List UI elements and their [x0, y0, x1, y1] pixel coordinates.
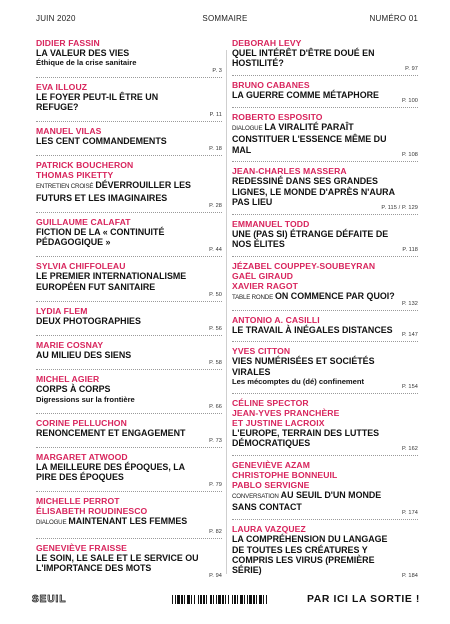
toc-entry — [36, 448, 222, 493]
entry-author: CORINE PELLUCHON — [36, 417, 127, 428]
entry-title-text: LE PREMIER INTERNATIONALISME EUROPÉEN FUT SANITAIRE — [36, 271, 187, 292]
entry-title-text: MAINTENANT LES FEMMES — [68, 516, 188, 527]
entry-title-text: ON COMMENCE PAR QUOI? — [275, 290, 395, 301]
entry-author: JEAN-CHARLES MASSERA — [232, 166, 347, 177]
toc-entry — [36, 257, 222, 302]
entry-title-text: UNE (PAS SI) ÉTRANGE DÉFAITE DE NOS ÉLITES — [232, 228, 389, 250]
publisher-logo: SEUIL — [32, 594, 67, 605]
entry-title — [232, 534, 418, 576]
entry-page-number: P. 154 — [401, 383, 418, 390]
entry-author: SYLVIA CHIFFOLEAU — [36, 261, 126, 272]
entry-title — [232, 291, 418, 303]
entry-author: MARGARET ATWOOD — [36, 451, 128, 462]
entry-format-label: DIALOGUE — [36, 519, 67, 527]
entry-author: LYDIA FLEM — [36, 305, 88, 316]
entry-page-number: P. 73 — [209, 437, 222, 444]
entry-page-number: P. 3 — [212, 67, 222, 74]
entry-author: MICHELLE PERROT ÉLISABETH ROUDINESCO — [36, 496, 148, 517]
entry-title — [232, 122, 418, 155]
entry-author: GENEVIÈVE FRAISSE — [36, 542, 128, 553]
entry-page-number: P. 66 — [209, 403, 222, 410]
toc-entry — [232, 520, 418, 582]
entry-title — [36, 428, 222, 438]
entry-title-text: DEUX PHOTOGRAPHIES — [36, 315, 141, 326]
entry-title — [232, 325, 418, 335]
entry-author: DEBORAH LEVY — [232, 38, 302, 48]
entry-author: PATRICK BOUCHERON THOMAS PIKETTY — [36, 160, 134, 181]
toc-entry — [36, 370, 222, 414]
entry-title-text: LA MEILLEURE DES ÉPOQUES, LA PIRE DES ÉPOQUES — [36, 461, 185, 483]
toc-entry — [232, 394, 418, 456]
entry-subtitle: Les mécomptes du (dé) confinement — [232, 377, 365, 387]
entry-title — [36, 553, 222, 574]
entry-title — [36, 227, 222, 248]
entry-title-text: LE TRAVAIL À INÉGALES DISTANCES — [232, 324, 393, 335]
entry-page-number: P. 97 — [405, 66, 418, 73]
section-title: SOMMAIRE — [202, 14, 248, 23]
entry-title-text: QUEL INTÉRÊT D'ÊTRE DOUÉ EN HOSTILITÉ? — [232, 48, 375, 69]
entry-title — [36, 48, 222, 58]
entry-author: MICHEL AGIER — [36, 374, 100, 385]
entry-subtitle: Digressions sur la frontière — [36, 394, 135, 404]
entry-format-label: DIALOGUE — [232, 124, 263, 132]
entry-title-text: LA COMPRÉHENSION DU LANGAGE DE TOUTES LES CRÉATURES Y COMPRIS LES VIRUS (PREMIÈRE SÉRIE) — [232, 534, 388, 576]
entry-title-text: CORPS À CORPS — [36, 384, 111, 395]
toc-entry — [36, 34, 222, 78]
entry-title — [36, 136, 222, 146]
entry-title — [232, 229, 418, 250]
toc-entry — [232, 456, 418, 520]
entry-title — [36, 462, 222, 483]
toc-entry — [36, 336, 222, 370]
entry-title — [232, 90, 418, 100]
entry-title — [36, 92, 222, 113]
issue-date: JUIN 2020 — [36, 14, 76, 23]
entry-page-number: P. 11 — [209, 112, 222, 119]
entry-page-number: P. 115 / P. 129 — [381, 204, 418, 211]
toc-entry — [36, 213, 222, 258]
entry-format-label: CONVERSATION — [232, 493, 279, 501]
entry-title — [36, 384, 222, 394]
page-header — [22, 14, 428, 28]
entry-page-number: P. 108 — [401, 152, 418, 159]
entry-subtitle: Éthique de la crise sanitaire — [36, 58, 137, 68]
entry-page-number: P. 118 — [402, 246, 418, 253]
entry-author: GENEVIÈVE AZAM CHRISTOPHE BONNEUIL PABLO SERVIGNE — [232, 460, 338, 491]
entry-page-number: P. 162 — [401, 446, 418, 453]
toc-entry — [36, 78, 222, 123]
entry-title-text: LES CENT COMMANDEMENTS — [36, 136, 167, 147]
entry-title — [36, 271, 222, 292]
toc-entry — [36, 156, 222, 213]
entry-page-number: P. 82 — [209, 528, 222, 535]
entry-author: YVES CITTON — [232, 346, 291, 357]
entry-page-number: P. 56 — [209, 325, 222, 332]
entry-title-text: REDESSINÉ DANS SES GRANDES LIGNES, LE MONDE D'APRÈS N'AURA PAS LIEU — [232, 176, 395, 208]
toc-entry — [36, 492, 222, 538]
entry-title-text: L'EUROPE, TERRAIN DES LUTTES DÉMOCRATIQUES — [232, 427, 380, 449]
entry-title-text: LA GUERRE COMME MÉTAPHORE — [232, 90, 379, 101]
entry-page-number: P. 79 — [209, 482, 222, 489]
entry-format-label: TABLE RONDE — [232, 293, 274, 301]
entry-author: EMMANUEL TODD — [232, 218, 310, 229]
entry-author: ROBERTO ESPOSITO — [232, 111, 323, 122]
entry-page-number: P. 28 — [209, 202, 222, 209]
entry-title — [232, 176, 418, 207]
entry-title-text: LE FOYER PEUT-IL ÊTRE UN REFUGE? — [36, 91, 159, 113]
entry-page-number: P. 58 — [209, 360, 222, 367]
toc-entry — [36, 414, 222, 448]
entry-title-text: LA VALEUR DES VIES — [36, 48, 130, 58]
entry-page-number: P. 94 — [209, 573, 222, 580]
magazine-tagline: PAR ICI LA SORTIE ! — [307, 594, 420, 605]
entry-title-text: RENONCEMENT ET ENGAGEMENT — [36, 427, 186, 438]
entry-author: CÉLINE SPECTOR JEAN-YVES PRANCHÈRE ET JUSTINE LACROIX — [232, 397, 340, 428]
entry-title-text: AU SEUIL D'UN MONDE SANS CONTACT — [232, 490, 382, 513]
toc-entry — [36, 302, 222, 336]
toc-entry — [232, 215, 418, 257]
entry-author: JÉZABEL COUPPEY-SOUBEYRAN GAËL GIRAUD XAVIER RAGOT — [232, 260, 376, 291]
entry-author: BRUNO CABANES — [232, 80, 310, 91]
entry-title — [232, 490, 418, 513]
entry-author: MARIE COSNAY — [36, 339, 104, 350]
entry-author: GUILLAUME CALAFAT — [36, 216, 131, 227]
toc-entry — [232, 257, 418, 311]
entry-title-text: DÉVERROUILLER LES FUTURS ET LES IMAGINAIRES — [36, 180, 191, 203]
entry-title-text: LE SOIN, LE SALE ET LE SERVICE OU L'IMPORTANCE DES MOTS — [36, 552, 199, 573]
entry-author: LAURA VAZQUEZ — [232, 524, 306, 535]
issue-number: NUMÉRO 01 — [369, 14, 418, 23]
toc-entry — [36, 122, 222, 156]
toc-column-right — [232, 34, 418, 582]
entry-author: DIDIER FASSIN — [36, 38, 100, 48]
entry-format-label: ENTRETIEN CROISÉ — [36, 183, 94, 191]
entry-title — [232, 428, 418, 449]
entry-title — [36, 516, 222, 528]
toc-entry — [232, 76, 418, 108]
entry-title-text: VIES NUMÉRISÉES ET SOCIÉTÉS VIRALES — [232, 356, 375, 377]
entry-title — [232, 48, 418, 69]
toc-entry — [232, 162, 418, 215]
entry-title-text: FICTION DE LA « CONTINUITÉ PÉDAGOGIQUE » — [36, 226, 165, 248]
toc-entry — [232, 342, 418, 394]
entry-page-number: P. 174 — [401, 510, 418, 517]
toc-entry — [232, 108, 418, 163]
entry-title — [36, 350, 222, 360]
entry-page-number: P. 18 — [209, 146, 222, 153]
page-footer — [22, 592, 428, 610]
entry-page-number: P. 184 — [401, 573, 418, 580]
entry-page-number: P. 100 — [401, 97, 418, 104]
toc-entry — [232, 311, 418, 343]
entry-title — [36, 316, 222, 326]
toc-entry — [36, 539, 222, 583]
entry-page-number: P. 50 — [209, 291, 222, 298]
entry-title-text: AU MILIEU DES SIENS — [36, 349, 132, 360]
barcode-icon — [172, 595, 268, 604]
entry-title — [36, 180, 222, 203]
entry-title-text: LA VIRALITÉ PARAÎT CONSTITUER L'ESSENCE MÊME DU MAL — [232, 121, 387, 155]
entry-author: MANUEL VILAS — [36, 126, 102, 137]
entry-author: EVA ILLOUZ — [36, 81, 88, 92]
toc-entry — [232, 34, 418, 76]
entry-page-number: P. 44 — [209, 247, 222, 254]
entry-page-number: P. 132 — [401, 300, 418, 307]
entry-title — [232, 356, 418, 377]
entry-page-number: P. 147 — [401, 332, 418, 339]
entry-author: ANTONIO A. CASILLI — [232, 314, 320, 325]
toc-column-left — [36, 34, 222, 582]
column-divider — [226, 50, 227, 574]
